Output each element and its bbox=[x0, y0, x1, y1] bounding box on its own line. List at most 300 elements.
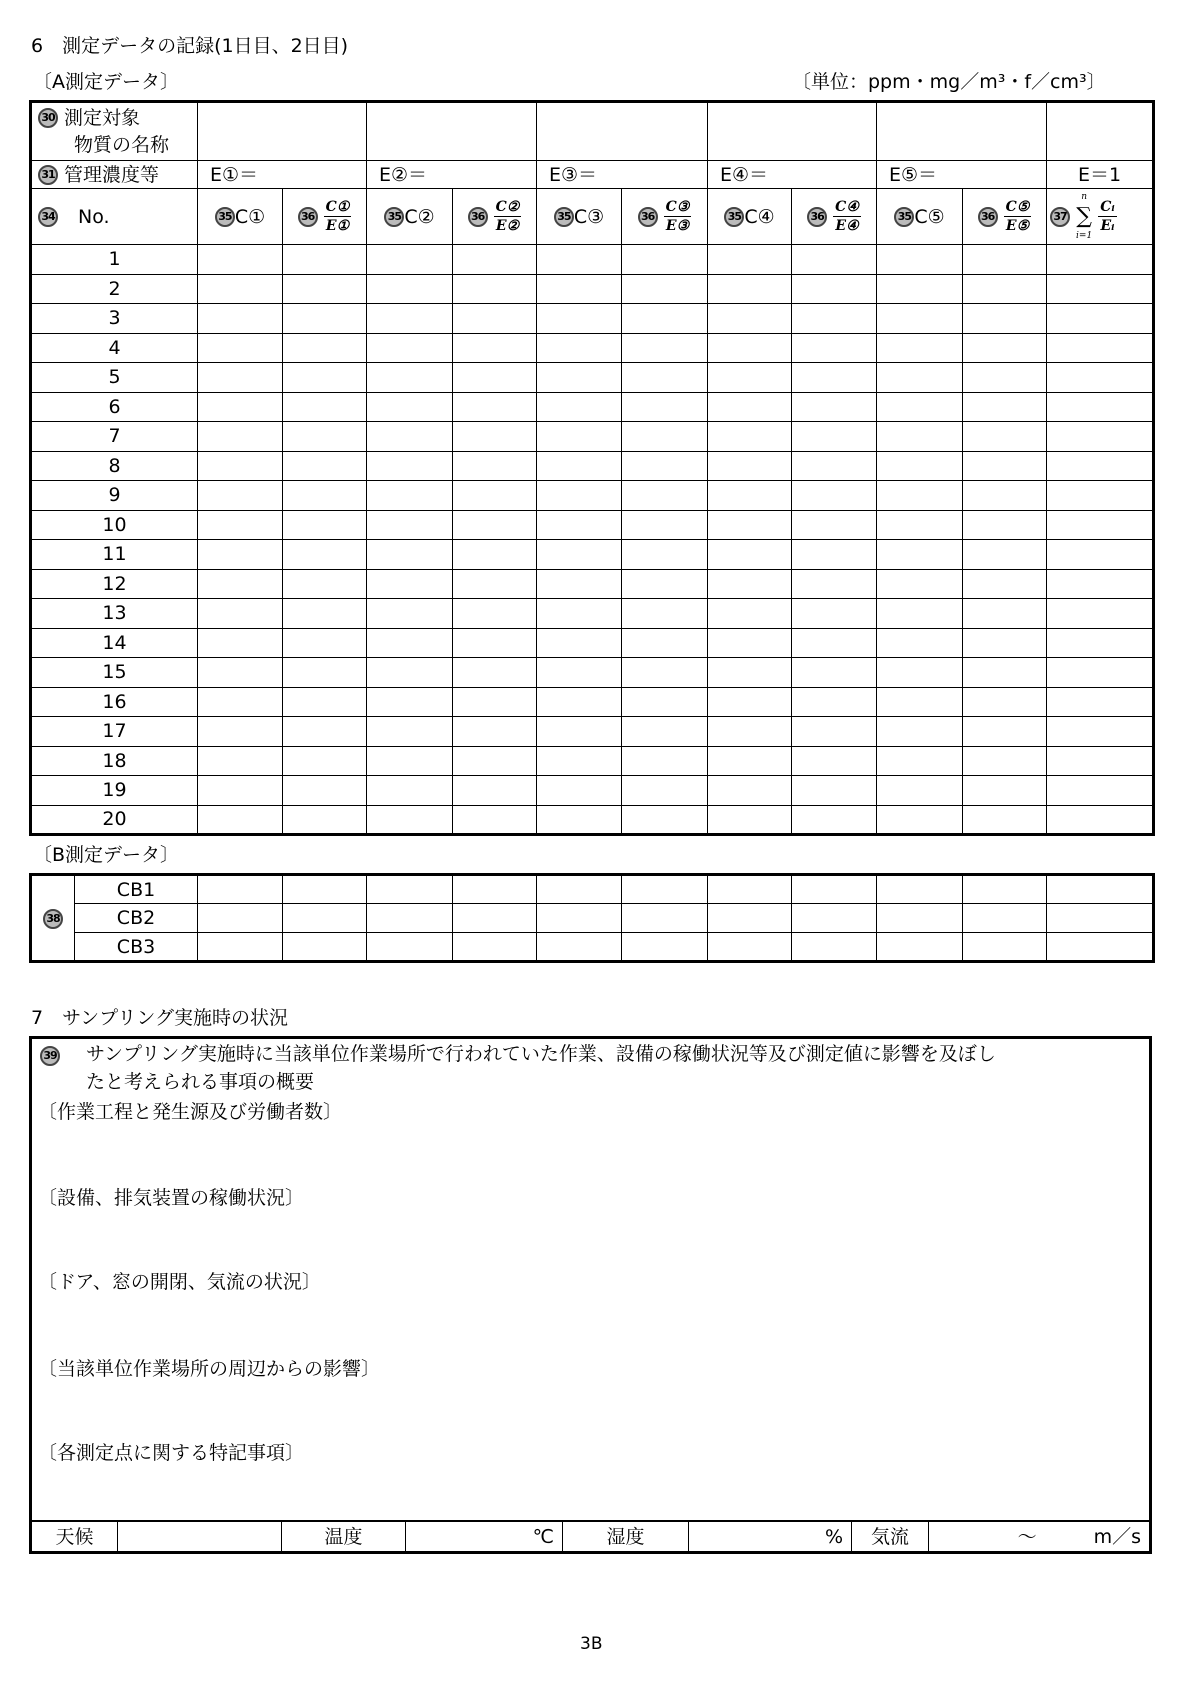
data-cell[interactable] bbox=[1047, 776, 1154, 806]
data-cell[interactable] bbox=[537, 569, 622, 599]
data-cell[interactable] bbox=[367, 687, 453, 717]
data-cell[interactable] bbox=[622, 569, 708, 599]
cb-label bbox=[75, 933, 198, 962]
data-cell[interactable] bbox=[537, 687, 622, 717]
data-cell[interactable] bbox=[537, 481, 622, 511]
data-cell[interactable] bbox=[453, 717, 537, 747]
data-cell[interactable] bbox=[622, 717, 708, 747]
data-cell[interactable] bbox=[877, 569, 963, 599]
data-cell[interactable] bbox=[792, 599, 877, 629]
data-cell[interactable] bbox=[1047, 451, 1154, 481]
data-cell[interactable] bbox=[963, 304, 1047, 334]
data-cell[interactable] bbox=[963, 481, 1047, 511]
data-cell[interactable] bbox=[1047, 658, 1154, 688]
data-cell[interactable] bbox=[708, 481, 792, 511]
data-cell[interactable] bbox=[367, 805, 453, 835]
data-cell[interactable] bbox=[708, 904, 792, 933]
row-number: 8 bbox=[31, 451, 198, 481]
data-cell[interactable] bbox=[1047, 746, 1154, 776]
row-number: 20 bbox=[31, 805, 198, 835]
numerator: C① bbox=[325, 199, 350, 215]
data-cell[interactable] bbox=[708, 569, 792, 599]
data-cell[interactable] bbox=[708, 392, 792, 422]
data-cell[interactable] bbox=[537, 805, 622, 835]
row-number: 13 bbox=[31, 599, 198, 629]
data-cell[interactable] bbox=[537, 599, 622, 629]
data-cell[interactable] bbox=[537, 717, 622, 747]
data-cell[interactable] bbox=[367, 717, 453, 747]
data-cell[interactable] bbox=[367, 481, 453, 511]
data-cell[interactable] bbox=[963, 746, 1047, 776]
data-cell[interactable] bbox=[283, 422, 367, 452]
data-cell[interactable] bbox=[283, 746, 367, 776]
data-cell[interactable] bbox=[792, 776, 877, 806]
data-cell[interactable] bbox=[1047, 333, 1154, 363]
data-cell[interactable] bbox=[367, 451, 453, 481]
data-cell[interactable] bbox=[708, 333, 792, 363]
row-number: 3 bbox=[31, 304, 198, 334]
substance-input-3[interactable] bbox=[537, 102, 708, 161]
data-cell[interactable] bbox=[792, 333, 877, 363]
data-cell[interactable] bbox=[963, 540, 1047, 570]
data-cell[interactable] bbox=[622, 776, 708, 806]
data-cell[interactable] bbox=[1047, 599, 1154, 629]
e-value-1[interactable]: E①＝ bbox=[198, 161, 367, 189]
data-cell[interactable] bbox=[537, 245, 622, 275]
substance-input-2[interactable] bbox=[367, 102, 537, 161]
data-cell[interactable] bbox=[453, 245, 537, 275]
data-cell[interactable] bbox=[367, 304, 453, 334]
data-cell[interactable] bbox=[622, 933, 708, 962]
data-cell[interactable] bbox=[453, 392, 537, 422]
data-cell[interactable] bbox=[792, 392, 877, 422]
data-cell[interactable] bbox=[283, 628, 367, 658]
data-cell[interactable] bbox=[877, 304, 963, 334]
data-cell[interactable] bbox=[1047, 481, 1154, 511]
data-cell[interactable] bbox=[1047, 904, 1154, 933]
data-cell[interactable] bbox=[453, 875, 537, 904]
data-cell[interactable] bbox=[283, 245, 367, 275]
data-cell[interactable] bbox=[537, 304, 622, 334]
data-cell[interactable] bbox=[963, 274, 1047, 304]
data-cell[interactable] bbox=[877, 776, 963, 806]
data-cell[interactable] bbox=[877, 658, 963, 688]
table-row bbox=[31, 304, 1154, 334]
row-number: 2 bbox=[31, 274, 198, 304]
data-cell[interactable] bbox=[963, 933, 1047, 962]
data-cell[interactable] bbox=[283, 776, 367, 806]
data-cell[interactable] bbox=[877, 481, 963, 511]
temperature-label: 温度 bbox=[282, 1522, 406, 1551]
data-cell[interactable] bbox=[537, 422, 622, 452]
data-cell[interactable] bbox=[708, 274, 792, 304]
data-cell[interactable] bbox=[708, 628, 792, 658]
row-number: 4 bbox=[31, 333, 198, 363]
data-cell[interactable] bbox=[198, 717, 283, 747]
data-cell[interactable] bbox=[367, 540, 453, 570]
subsection-doors-windows: 〔ドア、窓の開閉、気流の状況〕 bbox=[38, 1271, 321, 1293]
data-cell[interactable] bbox=[963, 569, 1047, 599]
e-value-2[interactable]: E②＝ bbox=[367, 161, 537, 189]
data-cell[interactable] bbox=[1047, 363, 1154, 393]
data-cell[interactable] bbox=[283, 510, 367, 540]
data-cell[interactable] bbox=[622, 422, 708, 452]
data-cell[interactable] bbox=[537, 451, 622, 481]
data-cell[interactable] bbox=[367, 599, 453, 629]
data-cell[interactable] bbox=[1047, 540, 1154, 570]
row-number: 19 bbox=[31, 776, 198, 806]
data-cell[interactable] bbox=[198, 392, 283, 422]
data-cell[interactable] bbox=[792, 933, 877, 962]
numerator: C④ bbox=[835, 199, 859, 215]
data-cell[interactable] bbox=[283, 875, 367, 904]
data-cell[interactable] bbox=[283, 599, 367, 629]
data-cell[interactable] bbox=[283, 540, 367, 570]
data-cell[interactable] bbox=[198, 569, 283, 599]
data-cell[interactable] bbox=[198, 422, 283, 452]
data-cell[interactable] bbox=[877, 392, 963, 422]
data-cell[interactable] bbox=[877, 933, 963, 962]
circled-number: 36 bbox=[807, 207, 827, 227]
ratio-header-3 bbox=[622, 189, 708, 245]
circled-number: 35 bbox=[384, 207, 404, 227]
data-cell[interactable] bbox=[963, 717, 1047, 747]
data-cell[interactable] bbox=[708, 746, 792, 776]
data-cell[interactable] bbox=[877, 904, 963, 933]
data-cell[interactable] bbox=[283, 658, 367, 688]
data-cell[interactable] bbox=[453, 628, 537, 658]
data-cell[interactable] bbox=[1047, 628, 1154, 658]
data-cell[interactable] bbox=[367, 904, 453, 933]
e-value-4[interactable]: E④＝ bbox=[708, 161, 877, 189]
data-cell[interactable] bbox=[963, 599, 1047, 629]
data-cell[interactable] bbox=[198, 875, 283, 904]
data-cell[interactable] bbox=[283, 363, 367, 393]
data-cell[interactable] bbox=[453, 363, 537, 393]
data-cell[interactable] bbox=[1047, 245, 1154, 275]
numerator: C⑤ bbox=[1005, 199, 1030, 215]
data-cell[interactable] bbox=[622, 599, 708, 629]
data-cell[interactable] bbox=[708, 776, 792, 806]
circled-number: 36 bbox=[468, 207, 488, 227]
data-cell[interactable] bbox=[877, 422, 963, 452]
data-cell[interactable] bbox=[622, 451, 708, 481]
data-cell[interactable] bbox=[198, 363, 283, 393]
data-cell[interactable] bbox=[367, 333, 453, 363]
data-cell[interactable] bbox=[198, 904, 283, 933]
data-cell[interactable] bbox=[198, 274, 283, 304]
data-cell[interactable] bbox=[963, 422, 1047, 452]
data-cell[interactable] bbox=[367, 569, 453, 599]
data-cell[interactable] bbox=[622, 481, 708, 511]
data-cell[interactable] bbox=[453, 304, 537, 334]
data-cell[interactable] bbox=[453, 933, 537, 962]
section6-title: 6 測定データの記録(1日目、2日目) bbox=[31, 35, 349, 57]
data-cell[interactable] bbox=[367, 875, 453, 904]
data-cell[interactable] bbox=[367, 363, 453, 393]
data-cell[interactable] bbox=[708, 510, 792, 540]
data-cell[interactable] bbox=[877, 628, 963, 658]
data-cell[interactable] bbox=[453, 540, 537, 570]
data-cell[interactable] bbox=[792, 274, 877, 304]
data-cell[interactable] bbox=[537, 875, 622, 904]
data-cell[interactable] bbox=[622, 904, 708, 933]
data-cell[interactable] bbox=[708, 717, 792, 747]
data-cell[interactable] bbox=[198, 776, 283, 806]
row-number: 7 bbox=[31, 422, 198, 452]
data-cell[interactable] bbox=[1047, 875, 1154, 904]
data-cell[interactable] bbox=[367, 274, 453, 304]
data-cell[interactable] bbox=[198, 628, 283, 658]
denominator: E① bbox=[325, 218, 350, 234]
data-cell[interactable] bbox=[1047, 304, 1154, 334]
data-cell[interactable] bbox=[198, 245, 283, 275]
data-cell[interactable] bbox=[622, 304, 708, 334]
data-cell[interactable] bbox=[537, 776, 622, 806]
data-cell[interactable] bbox=[877, 717, 963, 747]
data-cell[interactable] bbox=[537, 363, 622, 393]
data-cell[interactable] bbox=[453, 422, 537, 452]
data-cell[interactable] bbox=[622, 875, 708, 904]
data-cell[interactable] bbox=[1047, 717, 1154, 747]
data-cell[interactable] bbox=[537, 510, 622, 540]
data-cell[interactable] bbox=[537, 658, 622, 688]
data-cell[interactable] bbox=[622, 510, 708, 540]
data-cell[interactable] bbox=[453, 776, 537, 806]
subsection-equipment: 〔設備、排気装置の稼働状況〕 bbox=[38, 1187, 305, 1209]
data-cell[interactable] bbox=[198, 304, 283, 334]
data-cell[interactable] bbox=[198, 451, 283, 481]
data-cell[interactable] bbox=[708, 304, 792, 334]
data-cell[interactable] bbox=[792, 363, 877, 393]
data-cell[interactable] bbox=[1047, 569, 1154, 599]
data-cell[interactable] bbox=[708, 805, 792, 835]
data-cell[interactable] bbox=[708, 363, 792, 393]
data-cell[interactable] bbox=[198, 746, 283, 776]
data-cell[interactable] bbox=[283, 451, 367, 481]
data-cell[interactable] bbox=[453, 481, 537, 511]
data-cell[interactable] bbox=[198, 333, 283, 363]
table-row bbox=[31, 363, 1154, 393]
data-cell[interactable] bbox=[708, 658, 792, 688]
data-cell[interactable] bbox=[622, 392, 708, 422]
data-cell[interactable] bbox=[537, 392, 622, 422]
data-cell[interactable] bbox=[792, 569, 877, 599]
data-cell[interactable] bbox=[367, 422, 453, 452]
table-row bbox=[31, 933, 1154, 962]
data-cell[interactable] bbox=[367, 776, 453, 806]
data-cell[interactable] bbox=[963, 510, 1047, 540]
data-cell[interactable] bbox=[963, 776, 1047, 806]
e-value-3[interactable]: E③＝ bbox=[537, 161, 708, 189]
data-cell[interactable] bbox=[792, 481, 877, 511]
data-cell[interactable] bbox=[537, 904, 622, 933]
data-cell[interactable] bbox=[622, 540, 708, 570]
data-cell[interactable] bbox=[198, 805, 283, 835]
data-cell[interactable] bbox=[877, 363, 963, 393]
data-cell[interactable] bbox=[963, 333, 1047, 363]
data-cell[interactable] bbox=[1047, 510, 1154, 540]
data-cell[interactable] bbox=[453, 569, 537, 599]
data-cell[interactable] bbox=[283, 933, 367, 962]
row-number: 15 bbox=[31, 658, 198, 688]
data-cell[interactable] bbox=[622, 333, 708, 363]
data-cell[interactable] bbox=[792, 451, 877, 481]
substance-input-total[interactable] bbox=[1047, 102, 1154, 161]
data-cell[interactable] bbox=[622, 628, 708, 658]
data-cell[interactable] bbox=[622, 363, 708, 393]
data-cell[interactable] bbox=[367, 933, 453, 962]
data-cell[interactable] bbox=[963, 875, 1047, 904]
data-cell[interactable] bbox=[622, 245, 708, 275]
data-cell[interactable] bbox=[283, 274, 367, 304]
data-cell[interactable] bbox=[963, 392, 1047, 422]
data-cell[interactable] bbox=[792, 304, 877, 334]
data-cell[interactable] bbox=[283, 481, 367, 511]
data-cell[interactable] bbox=[877, 510, 963, 540]
data-cell[interactable] bbox=[963, 628, 1047, 658]
data-cell[interactable] bbox=[622, 746, 708, 776]
data-cell[interactable] bbox=[283, 805, 367, 835]
control-concentration-header bbox=[31, 161, 198, 189]
data-cell[interactable] bbox=[877, 333, 963, 363]
b-measurement-table bbox=[29, 873, 1155, 963]
data-cell[interactable] bbox=[367, 658, 453, 688]
data-cell[interactable] bbox=[963, 687, 1047, 717]
data-cell[interactable] bbox=[283, 333, 367, 363]
data-cell[interactable] bbox=[453, 510, 537, 540]
data-cell[interactable] bbox=[792, 687, 877, 717]
data-cell[interactable] bbox=[877, 687, 963, 717]
data-cell[interactable] bbox=[792, 628, 877, 658]
data-cell[interactable] bbox=[198, 540, 283, 570]
data-cell[interactable] bbox=[367, 746, 453, 776]
data-cell[interactable] bbox=[453, 687, 537, 717]
data-cell[interactable] bbox=[792, 904, 877, 933]
substance-input-5[interactable] bbox=[877, 102, 1047, 161]
data-cell[interactable] bbox=[622, 658, 708, 688]
e-value-5[interactable]: E⑤＝ bbox=[877, 161, 1047, 189]
table-row bbox=[31, 422, 1154, 452]
weather-input[interactable] bbox=[118, 1522, 282, 1551]
data-cell[interactable] bbox=[877, 599, 963, 629]
table-row bbox=[31, 904, 1154, 933]
data-cell[interactable] bbox=[792, 805, 877, 835]
weather-row bbox=[32, 1520, 1149, 1551]
data-cell[interactable] bbox=[198, 658, 283, 688]
temperature-input[interactable]: ℃ bbox=[406, 1522, 563, 1551]
data-cell[interactable] bbox=[283, 717, 367, 747]
data-cell[interactable] bbox=[1047, 392, 1154, 422]
denominator: E③ bbox=[665, 218, 690, 234]
data-cell[interactable] bbox=[708, 687, 792, 717]
data-cell[interactable] bbox=[453, 599, 537, 629]
data-cell[interactable] bbox=[537, 274, 622, 304]
data-cell[interactable] bbox=[1047, 274, 1154, 304]
data-cell[interactable] bbox=[453, 333, 537, 363]
airflow-input[interactable]: ～ m／s bbox=[1017, 1525, 1141, 1548]
data-cell[interactable] bbox=[708, 245, 792, 275]
data-cell[interactable] bbox=[283, 904, 367, 933]
data-cell[interactable] bbox=[453, 274, 537, 304]
data-cell[interactable] bbox=[963, 904, 1047, 933]
data-cell[interactable] bbox=[1047, 805, 1154, 835]
data-cell[interactable] bbox=[622, 687, 708, 717]
data-cell[interactable] bbox=[963, 245, 1047, 275]
data-cell[interactable] bbox=[708, 875, 792, 904]
data-cell[interactable] bbox=[198, 933, 283, 962]
data-cell[interactable] bbox=[708, 540, 792, 570]
data-cell[interactable] bbox=[877, 245, 963, 275]
data-cell[interactable] bbox=[792, 658, 877, 688]
data-cell[interactable] bbox=[367, 510, 453, 540]
data-cell[interactable] bbox=[283, 569, 367, 599]
data-cell[interactable] bbox=[877, 746, 963, 776]
data-cell[interactable] bbox=[963, 805, 1047, 835]
data-cell[interactable] bbox=[877, 875, 963, 904]
data-cell[interactable] bbox=[622, 274, 708, 304]
data-cell[interactable] bbox=[622, 805, 708, 835]
data-cell[interactable] bbox=[537, 628, 622, 658]
data-cell[interactable] bbox=[537, 333, 622, 363]
data-cell[interactable] bbox=[708, 933, 792, 962]
data-cell[interactable] bbox=[537, 746, 622, 776]
data-cell[interactable] bbox=[198, 481, 283, 511]
data-cell[interactable] bbox=[792, 245, 877, 275]
data-cell[interactable] bbox=[1047, 933, 1154, 962]
data-cell[interactable] bbox=[283, 304, 367, 334]
data-cell[interactable] bbox=[453, 451, 537, 481]
humidity-input[interactable]: % bbox=[689, 1522, 852, 1551]
substance-input-4[interactable] bbox=[708, 102, 877, 161]
data-cell[interactable] bbox=[877, 540, 963, 570]
data-cell[interactable] bbox=[877, 805, 963, 835]
data-cell[interactable] bbox=[877, 451, 963, 481]
data-cell[interactable] bbox=[367, 628, 453, 658]
data-cell[interactable] bbox=[1047, 687, 1154, 717]
data-cell[interactable] bbox=[283, 392, 367, 422]
data-cell[interactable] bbox=[792, 746, 877, 776]
data-cell[interactable] bbox=[453, 805, 537, 835]
data-cell[interactable] bbox=[537, 540, 622, 570]
data-cell[interactable] bbox=[792, 540, 877, 570]
data-cell[interactable] bbox=[367, 245, 453, 275]
data-cell[interactable] bbox=[453, 658, 537, 688]
data-cell[interactable] bbox=[963, 658, 1047, 688]
concentration-header-1 bbox=[198, 189, 283, 245]
data-cell[interactable] bbox=[283, 687, 367, 717]
data-cell[interactable] bbox=[963, 363, 1047, 393]
data-cell[interactable] bbox=[708, 599, 792, 629]
data-cell[interactable] bbox=[877, 274, 963, 304]
data-cell[interactable] bbox=[1047, 422, 1154, 452]
substance-input-1[interactable] bbox=[198, 102, 367, 161]
data-cell[interactable] bbox=[537, 933, 622, 962]
data-cell[interactable] bbox=[792, 510, 877, 540]
data-cell[interactable] bbox=[198, 599, 283, 629]
data-cell[interactable] bbox=[453, 904, 537, 933]
data-cell[interactable] bbox=[198, 510, 283, 540]
data-cell[interactable] bbox=[453, 746, 537, 776]
data-cell[interactable] bbox=[792, 717, 877, 747]
data-cell[interactable] bbox=[792, 422, 877, 452]
data-cell[interactable] bbox=[708, 451, 792, 481]
data-cell[interactable] bbox=[367, 392, 453, 422]
data-cell[interactable] bbox=[198, 687, 283, 717]
data-cell[interactable] bbox=[708, 422, 792, 452]
data-cell[interactable] bbox=[792, 875, 877, 904]
data-cell[interactable] bbox=[963, 451, 1047, 481]
